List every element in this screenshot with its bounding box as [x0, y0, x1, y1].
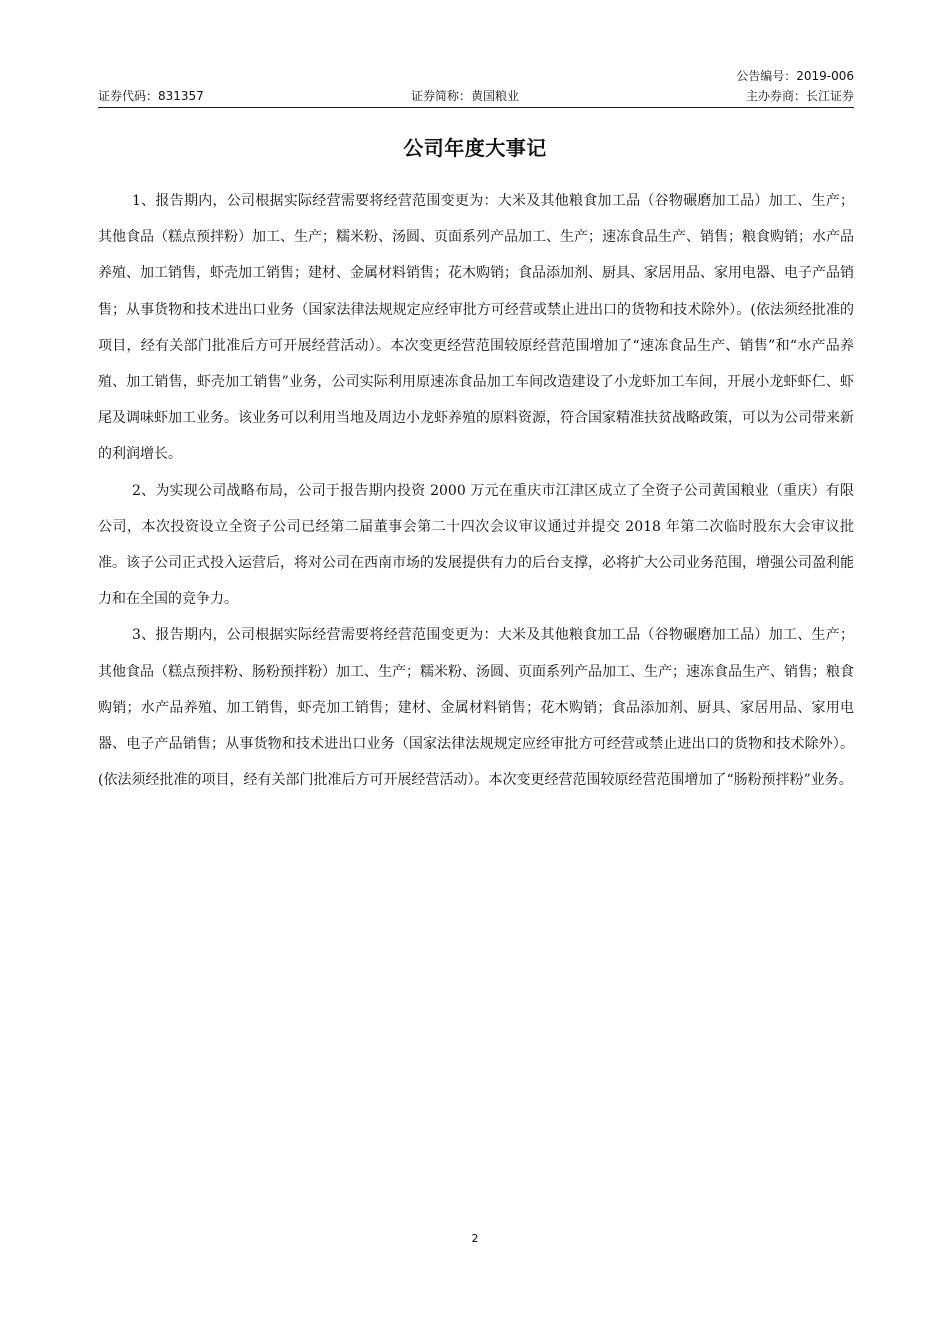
page-number: 2: [471, 1232, 479, 1245]
announcement-number: 公告编号：2019-006: [736, 69, 854, 83]
sponsor-broker: 主办券商：长江证券: [745, 89, 854, 103]
header-divider: [98, 107, 854, 108]
securities-abbreviation: 证券简称：黄国粮业: [411, 89, 520, 103]
document-header: [98, 88, 854, 106]
document-body: [98, 183, 854, 798]
paragraph-1: 1、报告期内，公司根据实际经营需要将经营范围变更为：大米及其他粮食加工品（谷物碾磨加工品）加工、生产；其他食品（糕点预拌粉）加工、生产；糯米粉、汤圆、页面系列产品加工、生产；速冻食品生产、销售；粮食购销；水产品养殖、加工销售，虾壳加工销售；建材、金属材料销售；花木购销；食品添加剂、厨具、家居用品、家用电器、电子产品销售；从事货物和技术进出口业务（国家法律法规规定应经审批方可经营或禁止进出口的货物和技术除外）。(依法须经批准的项目，经有关部门批准后方可开展经营活动）。本次变更经营范围较原经营范围增加了“速冻食品生产、销售”和“水产品养殖、加工销售，虾壳加工销售”业务，公司实际利用原速冻食品加工车间改造建设了小龙虾加工车间，开展小龙虾虾仁、虾尾及调味虾加工业务。该业务可以利用当地及周边小龙虾养殖的原料资源，符合国家精准扶贫战略政策，可以为公司带来新的利润增长。: [98, 193, 854, 463]
securities-code: 证券代码：831357: [98, 89, 204, 103]
page-title: 公司年度大事记: [403, 136, 547, 160]
paragraph-3: 3、报告期内，公司根据实际经营需要将经营范围变更为：大米及其他粮食加工品（谷物碾磨加工品）加工、生产；其他食品（糕点预拌粉、肠粉预拌粉）加工、生产；糯米粉、汤圆、页面系列产品加工、生产；速冻食品生产、销售；粮食购销；水产品养殖、加工销售，虾壳加工销售；建材、金属材料销售；花木购销；食品添加剂、厨具、家居用品、家用电器、电子产品销售；从事货物和技术进出口业务（国家法律法规规定应经审批方可经营或禁止进出口的货物和技术除外）。(依法须经批准的项目，经有关部门批准后方可开展经营活动）。本次变更经营范围较原经营范围增加了“肠粉预拌粉”业务。: [98, 627, 854, 789]
paragraph-2: 2、为实现公司战略布局，公司于报告期内投资 2000 万元在重庆市江津区成立了全资子公司黄国粮业（重庆）有限公司，本次投资设立全资子公司已经第二届董事会第二十四次会议审议通过并提交 2018 年第二次临时股东大会审议批准。该子公司正式投入运营后，将对公司在西南市场的发展提供有力的后台支撑，必将扩大公司业务范围，增强公司盈利能力和在全国的竞争力。: [98, 482, 854, 608]
